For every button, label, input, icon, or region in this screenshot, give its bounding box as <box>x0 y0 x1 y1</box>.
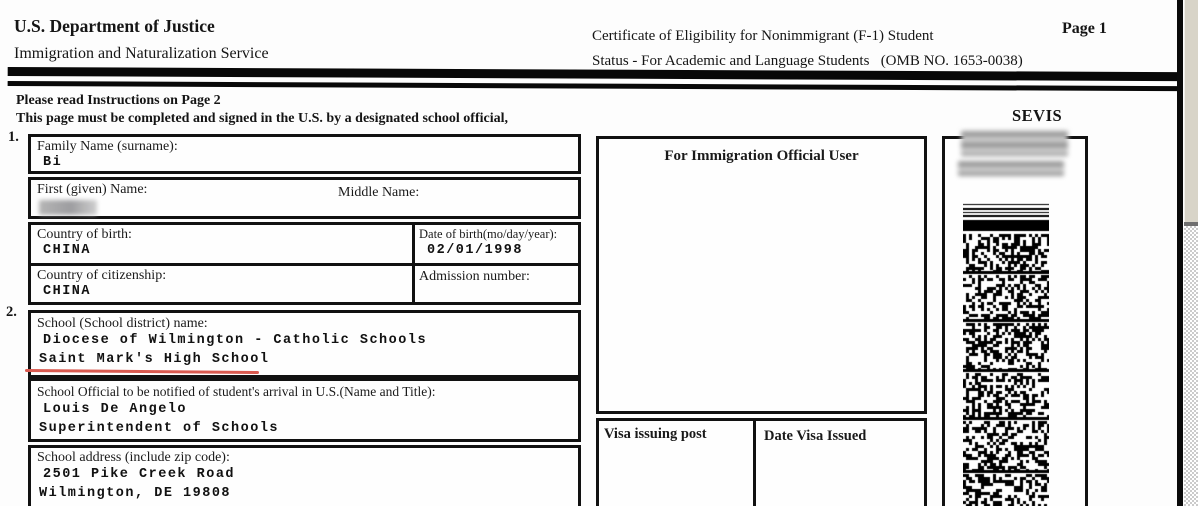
family-name-box <box>28 134 581 174</box>
first-name-value-redacted <box>39 200 97 215</box>
item-2-number: 2. <box>6 304 17 320</box>
item-1-number: 1. <box>8 129 19 145</box>
family-name-value: Bi <box>43 155 63 170</box>
visa-issuing-post-cell <box>596 418 756 506</box>
agency-name: U.S. Department of Justice <box>14 16 215 36</box>
school-name-box <box>28 310 581 378</box>
scrollbar[interactable] <box>1184 0 1198 506</box>
instructions-line2: This page must be completed and signed in the U.S. by a designated school official, <box>16 111 508 126</box>
given-name-box <box>28 177 581 219</box>
school-official-title: Superintendent of Schools <box>39 421 280 436</box>
sevis-redacted-line-2 <box>958 161 1064 176</box>
page-number: Page 1 <box>1062 20 1107 37</box>
middle-name-label: Middle Name: <box>338 185 420 200</box>
school-name-line1: Diocese of Wilmington - Catholic Schools <box>43 333 428 348</box>
school-official-box <box>28 378 581 442</box>
instructions-line1: Please read Instructions on Page 2 <box>16 93 221 108</box>
immigration-official-title: For Immigration Official User <box>664 148 859 164</box>
immigration-official-box <box>596 136 927 414</box>
family-name-label: Family Name (surname): <box>37 139 178 154</box>
visa-issuing-post-label: Visa issuing post <box>604 426 707 442</box>
date-of-birth-value: 02/01/1998 <box>427 243 524 258</box>
school-address-line1: 2501 Pike Creek Road <box>43 467 236 482</box>
school-address-label: School address (include zip code): <box>37 450 230 465</box>
sevis-2d-barcode <box>963 202 1049 506</box>
admission-number-label: Admission number: <box>419 269 530 284</box>
school-address-line2: Wilmington, DE 19808 <box>39 486 232 501</box>
school-name-label: School (School district) name: <box>37 316 208 331</box>
scan-edge-line <box>1177 0 1183 506</box>
red-pen-underline <box>25 369 259 374</box>
form-title-line1: Certificate of Eligibility for Nonimmigrant (F-1) Student <box>592 28 934 44</box>
agency-subtitle: Immigration and Naturalization Service <box>14 45 269 62</box>
school-address-box <box>28 445 581 506</box>
sevis-title: SEVIS <box>1012 106 1063 125</box>
school-name-line2: Saint Mark's High School <box>39 352 270 367</box>
date-visa-issued-cell <box>753 418 927 506</box>
scrollbar-thumb[interactable] <box>1184 0 1198 222</box>
divider-rule-thin <box>8 81 1178 91</box>
date-of-birth-label: Date of birth(mo/day/year): <box>419 227 558 241</box>
country-of-birth-value: CHINA <box>43 243 92 258</box>
birth-citizenship-table <box>28 222 581 305</box>
date-visa-issued-label: Date Visa Issued <box>764 428 867 444</box>
column-divider <box>412 225 415 302</box>
scrollbar-track[interactable] <box>1184 226 1198 506</box>
school-official-name: Louis De Angelo <box>43 402 188 417</box>
row-divider <box>31 263 578 266</box>
country-of-citizenship-label: Country of citizenship: <box>37 268 167 283</box>
sevis-redacted-line-1 <box>961 131 1068 156</box>
first-name-label: First (given) Name: <box>37 182 148 197</box>
country-of-birth-label: Country of birth: <box>37 227 132 242</box>
country-of-citizenship-value: CHINA <box>43 284 92 299</box>
school-official-label: School Official to be notified of student's arrival in U.S.(Name and Title): <box>37 384 436 399</box>
header-divider <box>0 0 1198 5</box>
form-title-line2: Status - For Academic and Language Students (OMB NO. 1653-0038) <box>592 53 1023 69</box>
